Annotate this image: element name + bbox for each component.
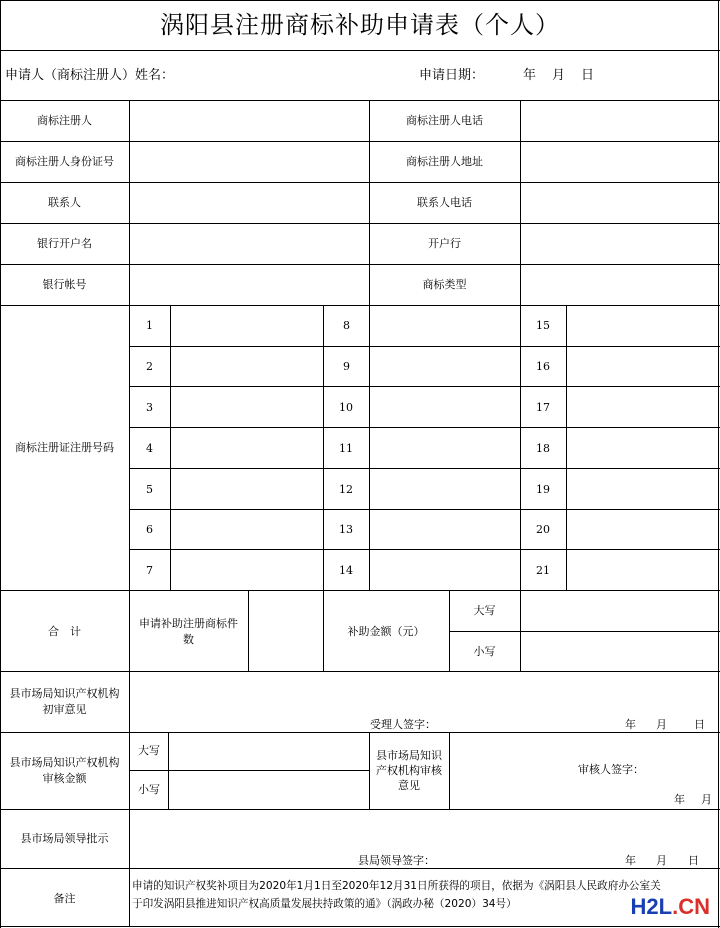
review-opinion-label: 县市场局知识 — [376, 749, 442, 762]
reg-index-20: 20 — [536, 523, 550, 536]
reg-number-field[interactable] — [371, 307, 519, 345]
leader-year: 年 — [625, 854, 636, 867]
reg-number-field[interactable] — [172, 511, 322, 548]
owner-id-field[interactable] — [131, 143, 367, 181]
reg-number-field[interactable] — [371, 388, 519, 426]
application-date-label: 申请日期： — [419, 68, 485, 83]
trademark-count-label-cont: 数 — [183, 633, 194, 646]
reg-index-10: 10 — [339, 401, 353, 414]
leader-instruction-label: 县市场局领导批示 — [20, 832, 109, 845]
owner-address-field[interactable] — [522, 143, 717, 181]
owner-field[interactable] — [131, 102, 367, 140]
date-year-label: 年 — [523, 68, 537, 83]
accepter-signature-label: 受理人签字： — [370, 718, 436, 731]
bank-label: 开户行 — [428, 237, 461, 250]
reg-number-field[interactable] — [172, 348, 322, 385]
reviewer-signature-label: 审核人签字： — [578, 763, 644, 776]
initial-review-year: 年 — [625, 718, 636, 731]
remarks-text-line2: 于印发涡阳县推进知识产权高质量发展扶持政策的通》（涡政办秘（2020）34号） — [132, 898, 517, 910]
form-title: 涡阳县注册商标补助申请表（个人） — [160, 11, 560, 39]
amount-review-year: 年 — [674, 793, 685, 806]
reg-number-field[interactable] — [172, 470, 322, 508]
contact-field[interactable] — [131, 184, 367, 222]
reg-number-field[interactable] — [172, 388, 322, 426]
amount-review-label: 县市场局知识产权机构 — [9, 756, 120, 769]
leader-month: 月 — [656, 854, 667, 867]
initial-review-month: 月 — [656, 718, 667, 731]
amount-upper-field[interactable] — [522, 592, 717, 630]
review-opinion-label-end: 意见 — [398, 779, 420, 792]
reg-number-field[interactable] — [568, 388, 717, 426]
reg-index-12: 12 — [339, 483, 353, 496]
reg-number-field[interactable] — [371, 511, 519, 548]
reg-index-1: 1 — [146, 319, 153, 332]
remarks-text-line1: 申请的知识产权奖补项目为2020年1月1日至2020年12月31日所获得的项目，依据为《涡阳县人民政府办公室关 — [132, 880, 661, 892]
review-upper-field[interactable] — [170, 734, 368, 769]
reg-number-field[interactable] — [172, 551, 322, 589]
reg-index-11: 11 — [339, 442, 353, 455]
bank-account-name-label: 银行开户名 — [37, 237, 92, 250]
trademark-count-field[interactable] — [250, 592, 322, 670]
leader-instruction-field[interactable] — [131, 811, 717, 853]
total-label: 合 计 — [48, 625, 81, 638]
trademark-class-field[interactable] — [522, 266, 717, 304]
subsidy-amount-label: 补助金额（元） — [347, 625, 425, 638]
leader-signature-label: 县局领导签字： — [358, 854, 435, 867]
owner-address-label: 商标注册人地址 — [406, 155, 483, 168]
reg-number-field[interactable] — [172, 429, 322, 467]
owner-label: 商标注册人 — [37, 114, 92, 127]
review-lower-label: 小写 — [138, 783, 160, 796]
owner-phone-field[interactable] — [522, 102, 717, 140]
reg-index-14: 14 — [339, 564, 353, 577]
date-month-label: 月 — [552, 68, 566, 83]
reg-index-21: 21 — [536, 564, 550, 577]
contact-label: 联系人 — [48, 196, 81, 209]
reg-number-field[interactable] — [371, 551, 519, 589]
reg-number-field[interactable] — [568, 470, 717, 508]
reg-index-6: 6 — [146, 523, 153, 536]
review-lower-field[interactable] — [170, 772, 368, 808]
reg-index-18: 18 — [536, 442, 550, 455]
reg-index-19: 19 — [536, 483, 550, 496]
reg-index-8: 8 — [343, 319, 350, 332]
applicant-name-field[interactable] — [190, 56, 400, 96]
date-day-label: 日 — [581, 68, 595, 83]
trademark-count-label: 申请补助注册商标件 — [139, 617, 238, 630]
reg-number-field[interactable] — [371, 429, 519, 467]
remarks-label: 备注 — [53, 892, 76, 905]
bank-account-name-field[interactable] — [131, 225, 367, 263]
contact-phone-field[interactable] — [522, 184, 717, 222]
initial-review-field[interactable] — [131, 673, 717, 717]
reg-number-field[interactable] — [371, 470, 519, 508]
bank-account-no-label: 银行帐号 — [42, 278, 87, 291]
reg-index-3: 3 — [146, 401, 153, 414]
reg-number-field[interactable] — [172, 307, 322, 345]
reg-index-5: 5 — [146, 483, 153, 496]
bank-field[interactable] — [522, 225, 717, 263]
reg-number-field[interactable] — [568, 429, 717, 467]
trademark-class-label: 商标类型 — [422, 278, 467, 291]
reg-index-16: 16 — [536, 360, 550, 373]
reg-number-field[interactable] — [568, 307, 717, 345]
amount-lower-label: 小写 — [473, 645, 496, 658]
initial-review-day: 日 — [694, 718, 705, 731]
reg-index-9: 9 — [343, 360, 350, 373]
reg-index-4: 4 — [146, 442, 153, 455]
reg-index-15: 15 — [536, 319, 550, 332]
reg-number-field[interactable] — [568, 348, 717, 385]
reg-index-17: 17 — [536, 401, 550, 414]
initial-review-label: 县市场局知识产权机构 — [9, 687, 120, 700]
amount-review-label-cont: 审核金额 — [42, 772, 87, 785]
bank-account-no-field[interactable] — [131, 266, 367, 304]
leader-day: 日 — [688, 854, 699, 867]
review-opinion-label-cont: 产权机构审核 — [376, 764, 442, 777]
reg-number-field[interactable] — [371, 348, 519, 385]
site-watermark-logo: H2L.CN — [630, 894, 710, 919]
reg-number-field[interactable] — [568, 511, 717, 548]
reg-index-13: 13 — [339, 523, 353, 536]
initial-review-label-cont: 初审意见 — [42, 703, 87, 716]
amount-lower-field[interactable] — [522, 633, 717, 670]
applicant-name-label: 申请人（商标注册人）姓名： — [5, 68, 175, 83]
contact-phone-label: 联系人电话 — [417, 196, 472, 209]
owner-phone-label: 商标注册人电话 — [406, 114, 483, 127]
review-upper-label: 大写 — [138, 744, 160, 757]
reg-index-2: 2 — [146, 360, 153, 373]
amount-review-month: 月 — [701, 793, 712, 806]
reg-numbers-label: 商标注册证注册号码 — [15, 441, 114, 454]
amount-upper-label: 大写 — [473, 604, 496, 617]
reg-number-field[interactable] — [568, 551, 717, 589]
owner-id-label: 商标注册人身份证号 — [15, 155, 114, 168]
reg-index-7: 7 — [146, 564, 153, 577]
